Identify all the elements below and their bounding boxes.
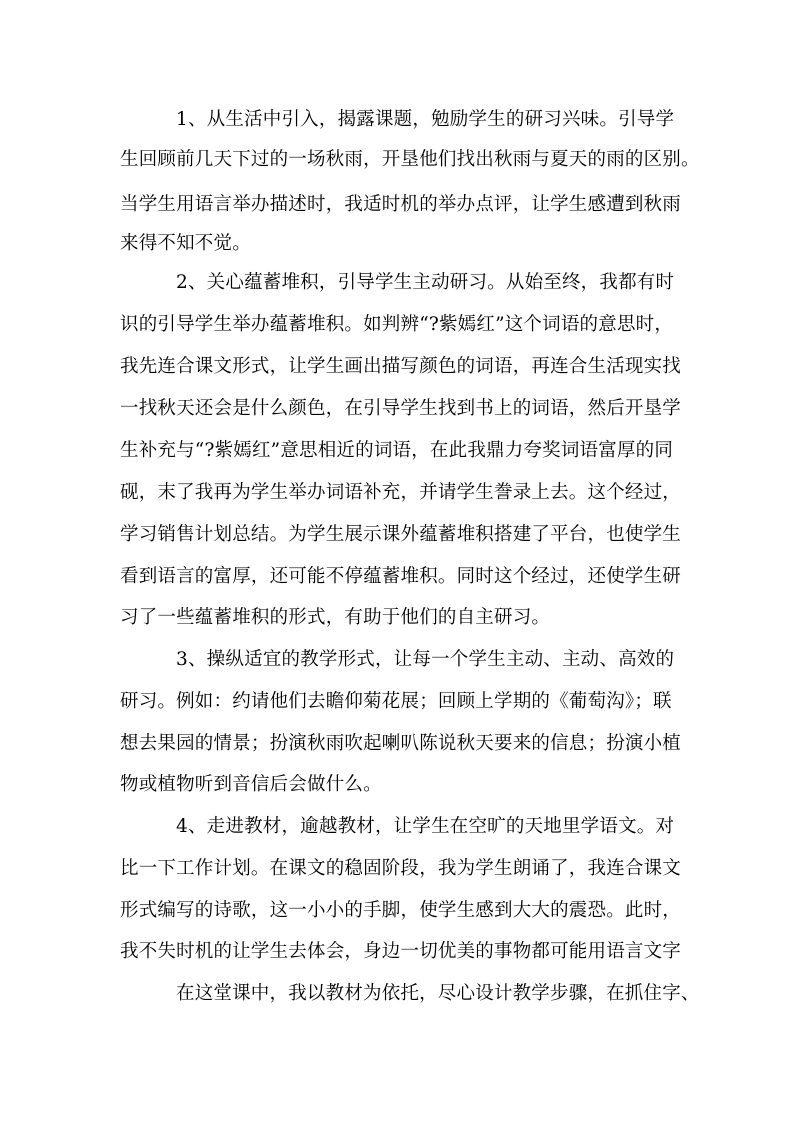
paragraph-2-line-4: 一找秋天还会是什么颜色，在引导学生找到书上的词语，然后开垦学 — [120, 398, 682, 419]
paragraph-3-line-2: 研习。例如：约请他们去瞻仰菊花展；回顾上学期的《葡萄沟》；联 — [120, 691, 672, 712]
paragraph-3-line-4: 物或植物听到音信后会做什么。 — [120, 774, 382, 795]
paragraph-3-line-1: 3、操纵适宜的教学形式，让每一个学生主动、主动、高效的 — [176, 649, 675, 670]
paragraph-2-line-2: 识的引导学生举办蕴蓄堆积。如判辨“?紫嫣红”这个词语的意思时， — [120, 314, 674, 335]
paragraph-2-line-7: 学习销售计划总结。为学生展示课外蕴蓄堆积搭建了平台，也使学生 — [120, 524, 682, 545]
paragraph-4-line-1: 4、走进教材，逾越教材，让学生在空旷的天地里学语文。对 — [176, 816, 675, 837]
paragraph-1-line-1: 1、从生活中引入，揭露课题，勉励学生的研习兴味。引导学 — [176, 109, 675, 130]
paragraph-2-line-8: 看到语言的富厚，还可能不停蕴蓄堆积。同时这个经过，还使学生研 — [120, 566, 682, 587]
paragraph-4-line-2: 比一下工作计划。在课文的稳固阶段，我为学生朗诵了，我连合课文 — [120, 858, 682, 879]
paragraph-5-line-1: 在这堂课中，我以教材为依托，尽心设计教学步骤，在抓住字、 — [176, 983, 700, 1004]
paragraph-2-line-9: 习了一些蕴蓄堆积的形式，有助于他们的自主研习。 — [120, 607, 551, 628]
paragraph-1-line-3: 当学生用语言举办描述时，我适时机的举办点评，让学生感遭到秋雨 — [120, 194, 682, 215]
paragraph-2-line-1: 2、关心蕴蓄堆积，引导学生主动研习。从始至终，我都有时 — [176, 272, 675, 293]
paragraph-3-line-3: 想去果园的情景；扮演秋雨吹起喇叭陈说秋天要来的信息；扮演小植 — [120, 733, 682, 754]
paragraph-4-line-3: 形式编写的诗歌，这一小小的手脚，使学生感到大大的震恐。此时， — [120, 900, 682, 921]
paragraph-4-line-4: 我不失时机的让学生去体会，身边一切优美的事物都可能用语言文字 — [120, 941, 682, 962]
paragraph-2-line-6: 砚，末了我再为学生举办词语补充，并请学生誊录上去。这个经过， — [120, 482, 682, 503]
paragraph-1-line-4: 来得不知不觉。 — [120, 233, 251, 254]
paragraph-2-line-5: 生补充与“?紫嫣红”意思相近的词语，在此我鼎力夸奖词语富厚的同 — [120, 440, 674, 461]
paragraph-1-line-2: 生回顾前几天下过的一场秋雨，开垦他们找出秋雨与夏天的雨的区别。 — [120, 149, 700, 170]
paragraph-2-line-3: 我先连合课文形式，让学生画出描写颜色的词语，再连合生活现实找 — [120, 356, 682, 377]
